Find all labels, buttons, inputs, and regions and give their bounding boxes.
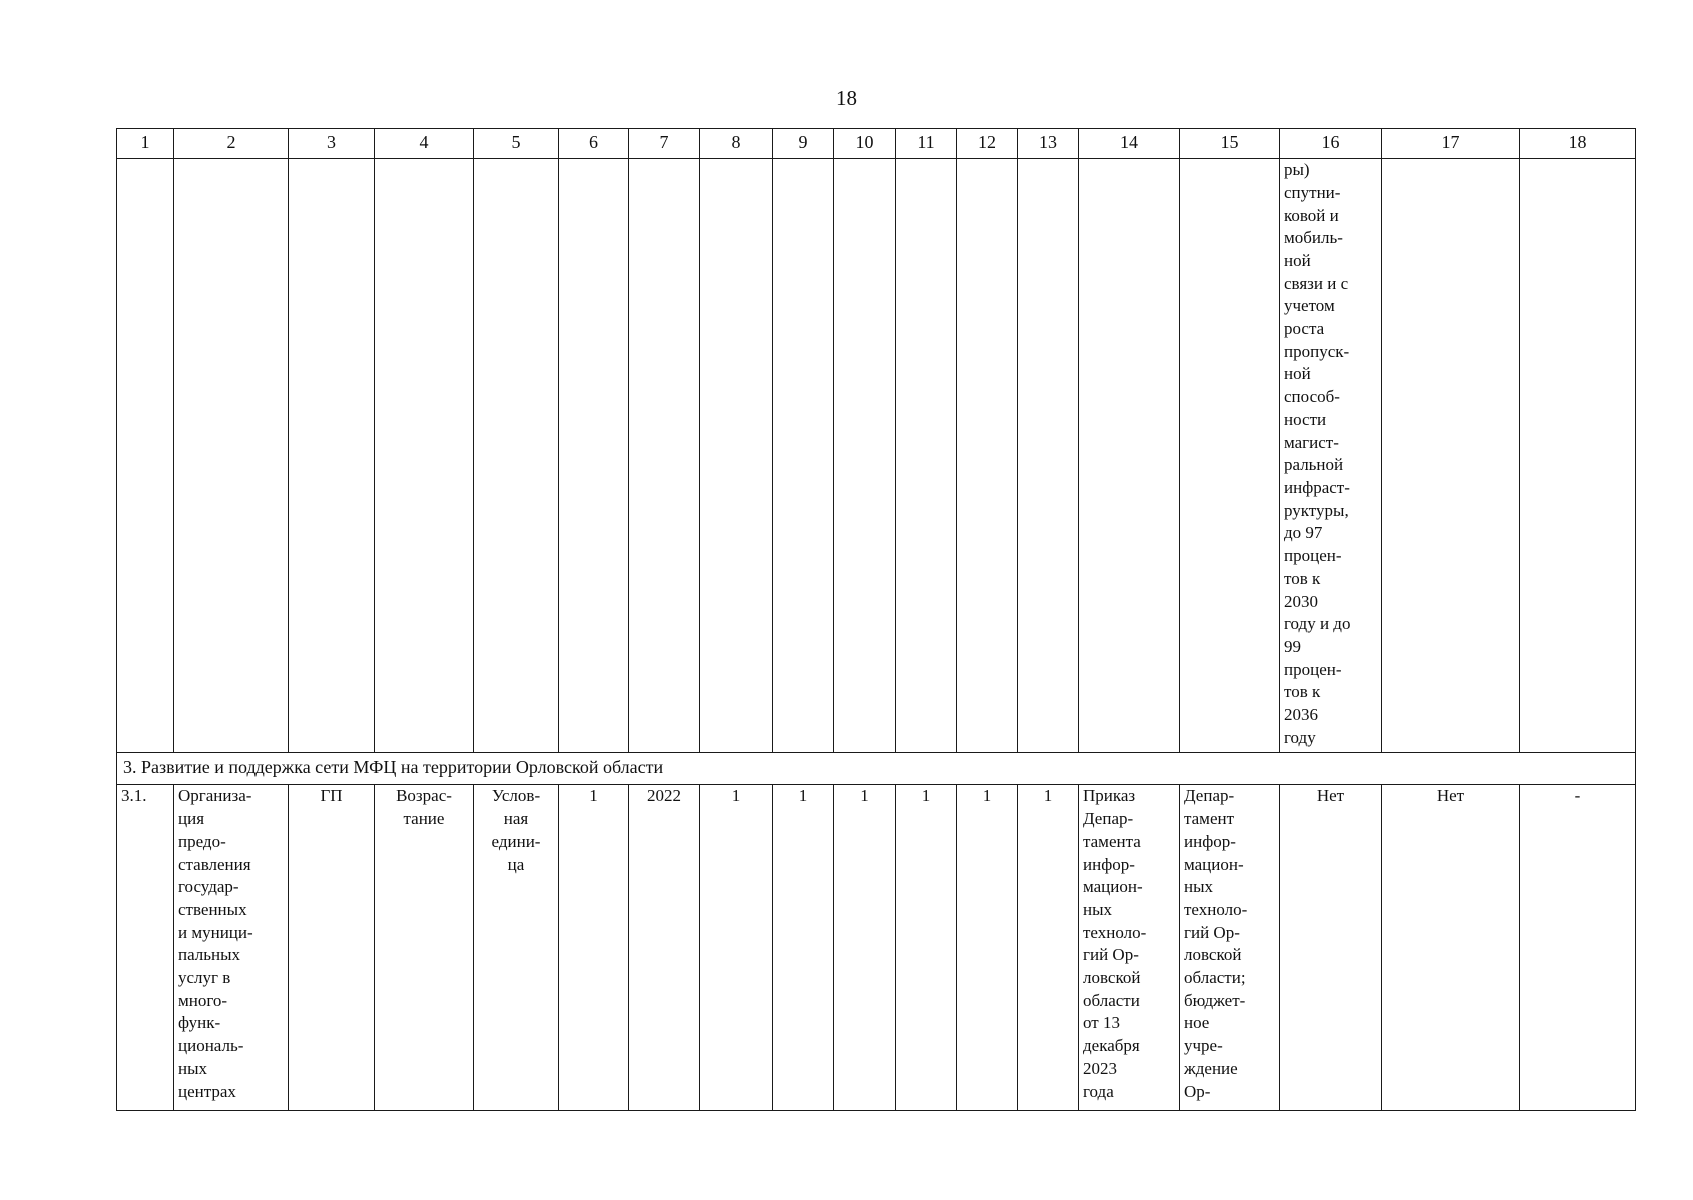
- table-cell: [117, 159, 174, 753]
- program-type-cell: ГП: [289, 785, 375, 1111]
- row-number: 3.1.: [117, 785, 174, 1111]
- flag-cell: Нет: [1280, 785, 1382, 1111]
- header-cell: 14: [1079, 129, 1180, 159]
- document-cell: [1079, 785, 1180, 1111]
- data-table: [116, 128, 1636, 1111]
- unit-text: Услов- ная едини- ца: [491, 786, 541, 874]
- table-cell: [174, 159, 289, 753]
- header-cell: 17: [1382, 129, 1520, 159]
- header-cell: 4: [375, 129, 474, 159]
- indicator-text-cell: [1280, 159, 1382, 753]
- year-cell: 2022: [629, 785, 700, 1111]
- value-cell: 1: [700, 785, 773, 1111]
- value-cell: 1: [773, 785, 834, 1111]
- table-cell: [700, 159, 773, 753]
- table-cell: [375, 159, 474, 753]
- unit-cell: [474, 785, 559, 1111]
- table-cell: [1079, 159, 1180, 753]
- header-cell: 6: [559, 129, 629, 159]
- header-cell: 7: [629, 129, 700, 159]
- table-cell: [1180, 159, 1280, 753]
- trend-text: Возрас- тание: [396, 786, 452, 829]
- header-cell: 18: [1520, 129, 1636, 159]
- table-cell: [1018, 159, 1079, 753]
- indicator-text: ры) спутни- ковой и мобиль- ной связи и с учетом роста пропуск- ной способ- ности магист- ральной инфраст- руктуры, до 97 процен- тов к 2030 году и до 99 процен- тов к 2036 году: [1284, 160, 1351, 747]
- header-cell: 3: [289, 129, 375, 159]
- header-cell: 8: [700, 129, 773, 159]
- responsible-text: Депар- тамент инфор- мацион- ных техноло- гий Ор- ловской области; бюджет- ное учре- ждение Ор-: [1184, 786, 1248, 1101]
- table-cell: [559, 159, 629, 753]
- header-cell: 2: [174, 129, 289, 159]
- trend-cell: [375, 785, 474, 1111]
- flag-cell: Нет: [1382, 785, 1520, 1111]
- table-cell: [474, 159, 559, 753]
- indicator-name: Организа- ция предо- ставления государ- ственных и муници- пальных услуг в много- функ- циональ- ных центрах: [178, 786, 253, 1101]
- page-number: 18: [836, 86, 857, 110]
- header-cell: 13: [1018, 129, 1079, 159]
- table-cell: [834, 159, 896, 753]
- value-cell: 1: [1018, 785, 1079, 1111]
- value-cell: 1: [957, 785, 1018, 1111]
- header-cell: 1: [117, 129, 174, 159]
- section-title: 3. Развитие и поддержка сети МФЦ на территории Орловской области: [117, 753, 1636, 785]
- header-cell: 12: [957, 129, 1018, 159]
- header-cell: 9: [773, 129, 834, 159]
- table-cell: [957, 159, 1018, 753]
- responsible-cell: [1180, 785, 1280, 1111]
- indicator-name-cell: [174, 785, 289, 1111]
- header-cell: 5: [474, 129, 559, 159]
- table-row: [117, 785, 1636, 1111]
- continued-row: [117, 159, 1636, 753]
- value-cell: 1: [834, 785, 896, 1111]
- header-cell: 10: [834, 129, 896, 159]
- value-cell: 1: [896, 785, 957, 1111]
- table-cell: [896, 159, 957, 753]
- section-row: [117, 753, 1636, 785]
- note-cell: -: [1520, 785, 1636, 1111]
- value-cell: 1: [559, 785, 629, 1111]
- header-cell: 16: [1280, 129, 1382, 159]
- table-cell: [773, 159, 834, 753]
- table-cell: [1520, 159, 1636, 753]
- header-row: [117, 129, 1636, 159]
- header-cell: 11: [896, 129, 957, 159]
- document-text: Приказ Депар- тамента инфор- мацион- ных техноло- гий Ор- ловской области от 13 декабря 2023 года: [1083, 786, 1147, 1101]
- table-cell: [289, 159, 375, 753]
- header-cell: 15: [1180, 129, 1280, 159]
- table-cell: [1382, 159, 1520, 753]
- table-cell: [629, 159, 700, 753]
